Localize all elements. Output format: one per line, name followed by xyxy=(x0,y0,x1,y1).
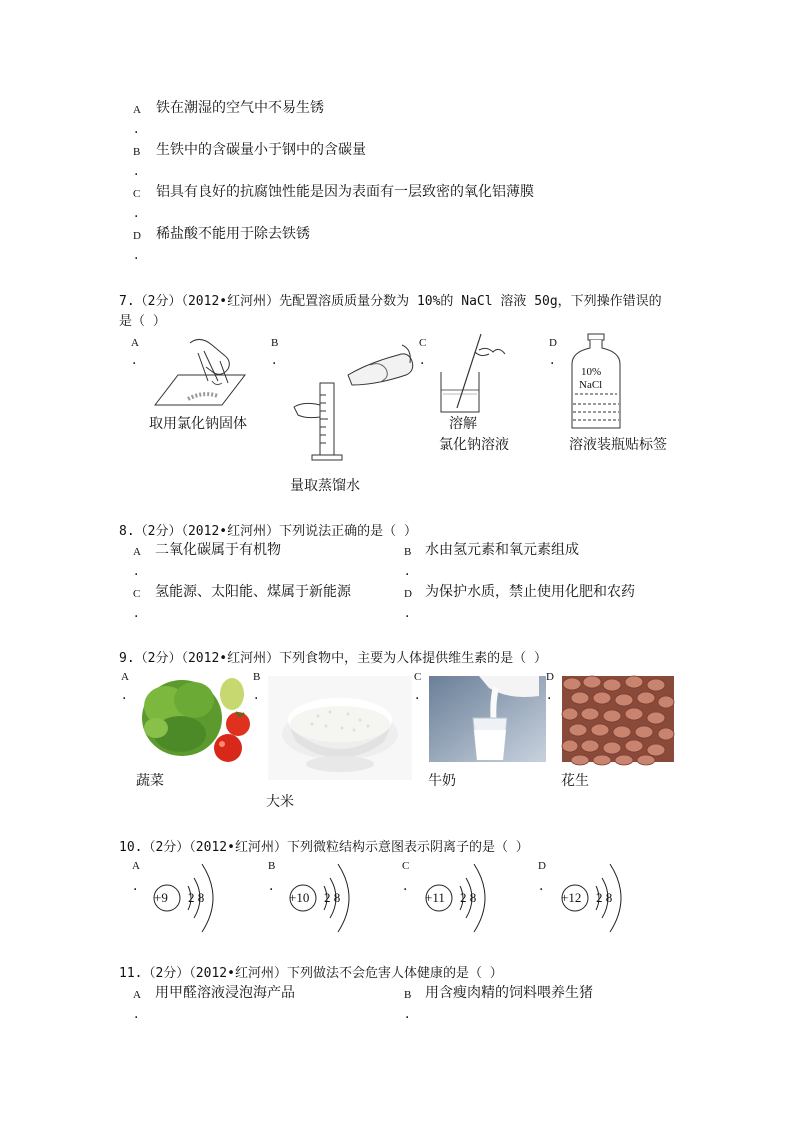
option-letter: B xyxy=(404,546,412,558)
option-dot: . xyxy=(134,247,139,263)
option-dot: . xyxy=(547,687,552,703)
option-text: 用甲醛溶液浸泡海产品 xyxy=(155,985,295,1001)
nucleus-charge: +11 xyxy=(425,890,445,905)
atom-structure-diagram xyxy=(150,860,230,936)
nucleus-charge: +12 xyxy=(561,890,582,905)
option-dot: . xyxy=(134,563,139,579)
option-text: 氢能源、太阳能、煤属于新能源 xyxy=(155,584,351,600)
beaker-stirring-illustration xyxy=(435,332,510,417)
option-caption: 取用氯化钠固体 xyxy=(149,416,247,432)
option-text: 铝具有良好的抗腐蚀性能是因为表面有一层致密的氧化铝薄膜 xyxy=(156,184,534,200)
option-dot: . xyxy=(254,687,259,703)
option-letter: A xyxy=(132,860,140,872)
option-dot: . xyxy=(122,687,127,703)
option-caption: 蔬菜 xyxy=(136,773,164,789)
option-letter: A xyxy=(133,546,141,558)
option-letter: D xyxy=(549,337,557,349)
option-letter: C xyxy=(419,337,427,349)
option-letter: C xyxy=(402,860,410,872)
atom-structure-diagram xyxy=(286,860,366,936)
bottle-label-percent: 10% xyxy=(581,366,602,378)
shell-electrons: 2 8 xyxy=(324,890,341,905)
vegetables-image xyxy=(136,672,252,764)
option-dot: . xyxy=(133,878,138,894)
option-letter: C xyxy=(414,671,422,683)
nucleus-charge: +9 xyxy=(154,890,168,905)
option-text: 用含瘦肉精的饲料喂养生猪 xyxy=(425,985,593,1001)
graduated-cylinder-illustration xyxy=(290,335,420,465)
question-stem: 8.（2分）（2012•红河州）下列说法正确的是（ ） xyxy=(119,524,417,539)
option-caption: 牛奶 xyxy=(428,773,456,789)
option-dot: . xyxy=(550,352,555,368)
option-caption: 溶液装瓶贴标签 xyxy=(569,437,667,453)
option-dot: . xyxy=(405,605,410,621)
option-letter: D xyxy=(404,588,412,600)
option-text: 为保护水质，禁止使用化肥和农药 xyxy=(425,584,635,600)
atom-structure-diagram xyxy=(422,860,502,936)
question-stem-continued: 是（ ） xyxy=(119,314,166,329)
question-stem: 9.（2分）（2012•红河州）下列食物中，主要为人体提供维生素的是（ ） xyxy=(119,651,547,666)
nucleus-charge: +10 xyxy=(289,890,310,905)
option-dot: . xyxy=(539,878,544,894)
option-letter: A xyxy=(121,671,129,683)
option-dot: . xyxy=(134,1006,139,1022)
shell-electrons: 2 8 xyxy=(596,890,613,905)
option-dot: . xyxy=(415,687,420,703)
option-text: 水由氢元素和氧元素组成 xyxy=(425,542,579,558)
option-dot: . xyxy=(134,605,139,621)
option-dot: . xyxy=(420,352,425,368)
option-letter: D xyxy=(546,671,554,683)
shell-electrons: 2 8 xyxy=(188,890,205,905)
option-letter: D xyxy=(133,230,141,242)
option-letter: B xyxy=(268,860,276,872)
option-letter: B xyxy=(253,671,261,683)
option-dot: . xyxy=(134,121,139,137)
hand-taking-salt-illustration xyxy=(150,333,250,413)
option-letter: B xyxy=(404,989,412,1001)
option-text: 铁在潮湿的空气中不易生锈 xyxy=(156,100,324,116)
question-stem: 10.（2分）（2012•红河州）下列微粒结构示意图表示阴离子的是（ ） xyxy=(119,840,529,855)
option-letter: C xyxy=(133,588,141,600)
peanuts-image xyxy=(562,676,674,762)
option-dot: . xyxy=(134,163,139,179)
option-dot: . xyxy=(405,1006,410,1022)
atom-structure-diagram xyxy=(558,860,638,936)
question-stem: 7.（2分）（2012•红河州）先配置溶质质量分数为 10%的 NaCl 溶液 50g，下列操作错误的 xyxy=(119,294,662,309)
option-letter: A xyxy=(131,337,139,349)
option-letter: B xyxy=(133,146,141,158)
option-letter: C xyxy=(133,188,141,200)
option-letter: A xyxy=(133,989,141,1001)
option-text: 生铁中的含碳量小于钢中的含碳量 xyxy=(156,142,366,158)
option-dot: . xyxy=(269,878,274,894)
option-caption: 量取蒸馏水 xyxy=(290,478,360,494)
option-caption: 大米 xyxy=(266,794,294,810)
bottle-label-name: NaCl xyxy=(579,379,603,391)
shell-electrons: 2 8 xyxy=(460,890,477,905)
question-stem: 11.（2分）（2012•红河州）下列做法不会危害人体健康的是（ ） xyxy=(119,966,503,981)
option-text: 二氧化碳属于有机物 xyxy=(155,542,281,558)
option-letter: D xyxy=(538,860,546,872)
option-dot: . xyxy=(132,352,137,368)
option-caption-2: 氯化钠溶液 xyxy=(439,437,509,453)
option-dot: . xyxy=(403,878,408,894)
rice-image xyxy=(268,676,412,780)
option-caption: 花生 xyxy=(561,773,589,789)
option-text: 稀盐酸不能用于除去铁锈 xyxy=(156,226,310,242)
option-letter: B xyxy=(271,337,279,349)
option-letter: A xyxy=(133,104,141,116)
option-caption-1: 溶解 xyxy=(449,416,477,432)
option-dot: . xyxy=(405,563,410,579)
option-dot: . xyxy=(272,352,277,368)
milk-image xyxy=(429,676,546,762)
option-dot: . xyxy=(134,205,139,221)
